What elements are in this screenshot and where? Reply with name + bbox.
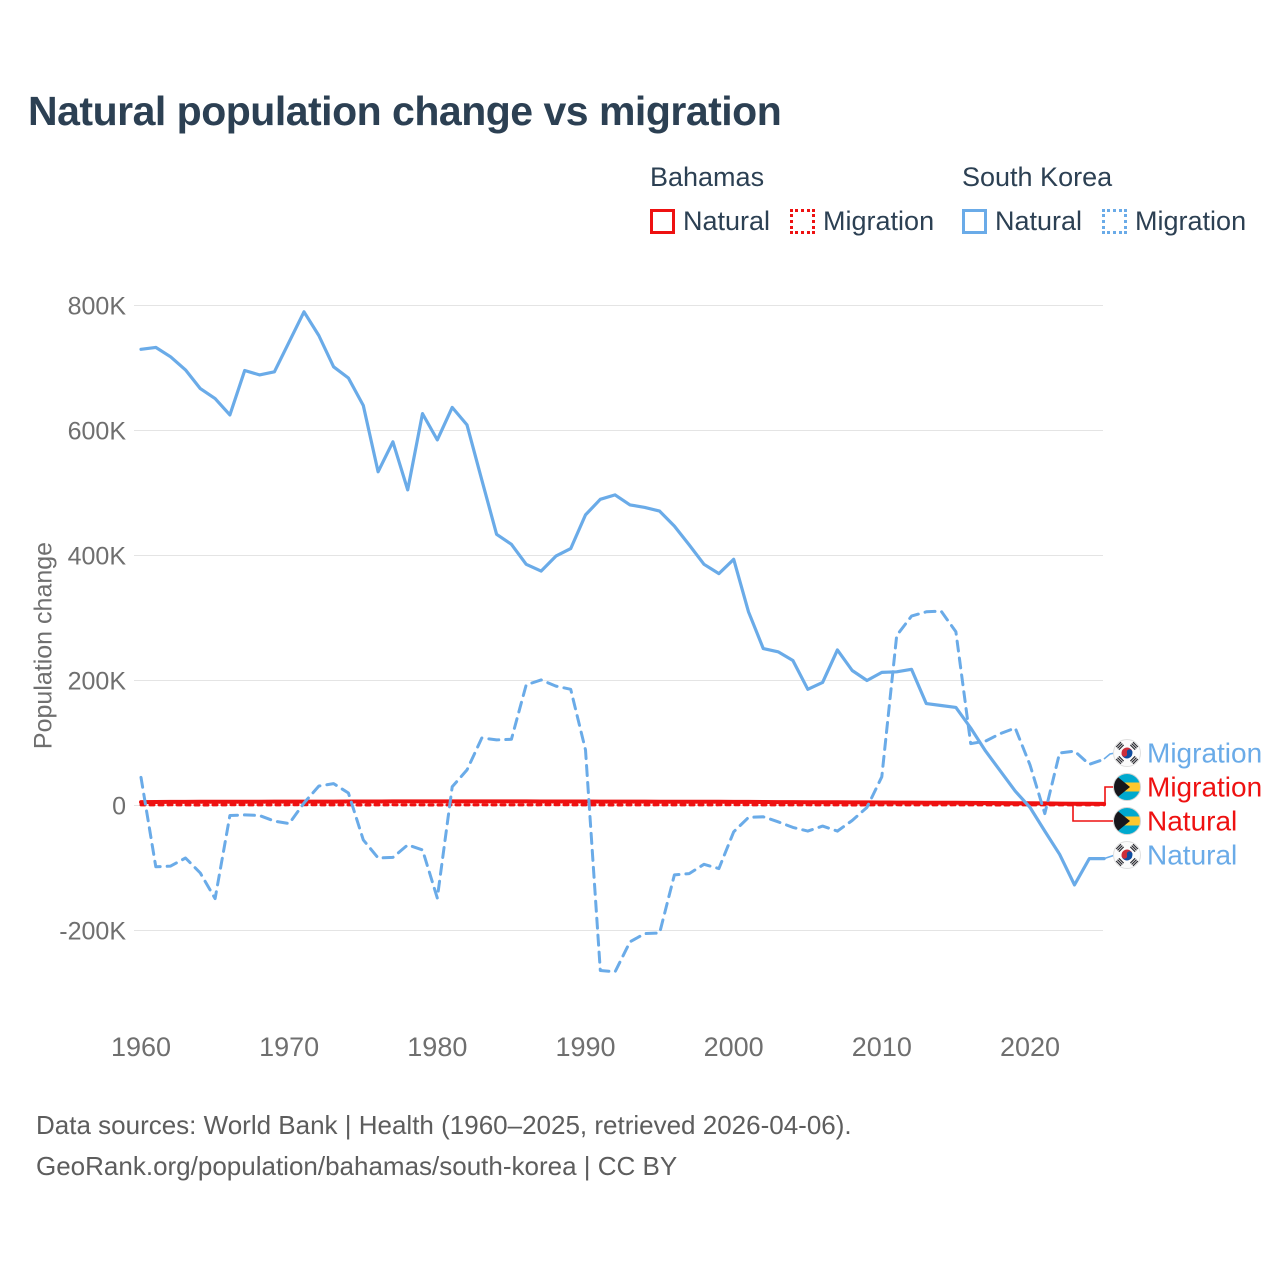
flag-bahamas-icon [1114, 774, 1141, 801]
y-tick-label-600K: 600K [67, 417, 126, 446]
legend-item-label: Natural [995, 206, 1083, 236]
footer-sources-line: Data sources: World Bank | Health (1960–2025, retrieved 2026-04-06). [36, 1110, 852, 1140]
chart-title: Natural population change vs migration [28, 88, 782, 134]
y-tick-label-0: 0 [112, 792, 126, 821]
x-tick-label-1980: 1980 [407, 1032, 468, 1062]
legend-item-label: Natural [683, 206, 771, 236]
y-tick-label--200K: -200K [59, 917, 126, 946]
legend-item-label: Migration [823, 206, 935, 236]
end-label-bahamas-migration: Migration [1147, 771, 1263, 803]
x-tick-label-2020: 2020 [999, 1032, 1061, 1062]
footer-url-line: GeoRank.org/population/bahamas/south-korea | CC BY [36, 1151, 678, 1181]
x-tick-label-2010: 2010 [851, 1032, 912, 1062]
end-label-leader-bahamas-natural [1073, 804, 1115, 821]
end-label-south-korea-migration: Migration [1147, 737, 1263, 769]
flag-south-korea-icon [1114, 842, 1141, 869]
flag-south-korea-icon [1114, 740, 1141, 767]
series-line-south-korea-natural[interactable] [141, 312, 1104, 885]
x-tick-label-1960: 1960 [110, 1032, 172, 1062]
x-tick-label-1990: 1990 [555, 1032, 616, 1062]
y-axis-title: Population change [29, 541, 58, 750]
y-tick-label-200K: 200K [67, 667, 126, 696]
flag-bahamas-icon [1114, 808, 1141, 835]
footer [36, 1105, 852, 1187]
y-tick-label-800K: 800K [67, 292, 126, 321]
end-label-south-korea-natural: Natural [1147, 839, 1238, 871]
x-tick-label-2000: 2000 [703, 1032, 764, 1062]
legend-country-bahamas: Bahamas [650, 162, 765, 192]
legend-item-label: Migration [1135, 206, 1247, 236]
series-line-south-korea-migration[interactable] [141, 611, 1104, 972]
x-tick-label-1970: 1970 [259, 1032, 320, 1062]
end-label-bahamas-natural: Natural [1147, 805, 1238, 837]
y-tick-label-400K: 400K [67, 542, 126, 571]
legend-country-south-korea: South Korea [962, 162, 1113, 192]
